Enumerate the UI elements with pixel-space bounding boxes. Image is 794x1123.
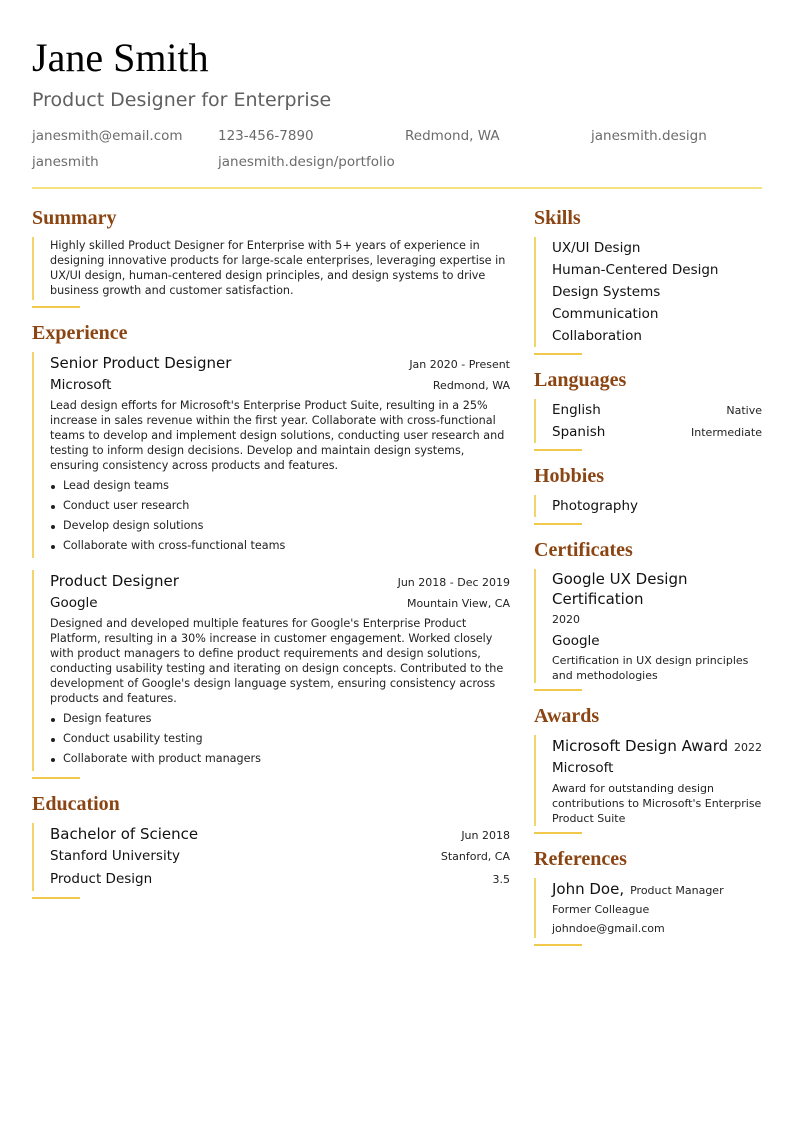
- header-divider: [32, 187, 762, 189]
- contact-username[interactable]: janesmith: [32, 154, 99, 170]
- hobbies-heading: Hobbies: [534, 465, 605, 487]
- job-company: Microsoft: [50, 377, 112, 393]
- main-column: [32, 205, 510, 911]
- language-item: [552, 421, 762, 443]
- references-heading: References: [534, 848, 627, 870]
- summary-heading: Summary: [32, 207, 117, 229]
- section-divider: [534, 832, 582, 834]
- job-bullets: [50, 476, 510, 556]
- section-divider: [534, 944, 582, 946]
- certificate-date: 2020: [552, 613, 580, 626]
- references-section: [534, 846, 762, 946]
- job-dates: Jan 2020 - Present: [409, 358, 510, 371]
- reference-email[interactable]: johndoe@gmail.com: [552, 922, 665, 935]
- summary-body: [32, 237, 510, 300]
- candidate-role: Product Designer for Enterprise: [32, 89, 332, 111]
- skill-item: Collaboration: [552, 328, 642, 344]
- skill-item: Human-Centered Design: [552, 262, 719, 278]
- award-issuer: Microsoft: [552, 760, 614, 776]
- section-divider: [534, 523, 582, 525]
- education-heading: Education: [32, 793, 120, 815]
- job-title: Senior Product Designer: [50, 354, 232, 372]
- hobbies-list: [534, 495, 762, 517]
- job-entry: [32, 570, 510, 771]
- job-bullet: Design features: [50, 709, 510, 729]
- education-date: Jun 2018: [461, 829, 510, 842]
- certificate-description: Certification in UX design principles and methodologies: [552, 654, 749, 682]
- job-bullets: [50, 709, 510, 769]
- section-divider: [534, 353, 582, 355]
- job-bullet: Develop design solutions: [50, 516, 510, 536]
- section-divider: [534, 689, 582, 691]
- education-section: [32, 791, 510, 899]
- language-level: Intermediate: [691, 426, 762, 439]
- reference-relation: Former Colleague: [552, 903, 650, 916]
- hobby-item: Photography: [552, 498, 639, 514]
- language-item: [552, 399, 762, 421]
- certificates-heading: Certificates: [534, 539, 633, 561]
- skills-list: [534, 237, 762, 347]
- gpa: 3.5: [492, 873, 510, 886]
- job-bullet: Collaborate with cross-functional teams: [50, 536, 510, 556]
- job-bullet: Conduct usability testing: [50, 729, 510, 749]
- section-divider: [32, 777, 80, 779]
- language-level: Native: [726, 404, 762, 417]
- job-description: Designed and developed multiple features for Google's Enterprise Product Platform, resulting in a 30% increase in customer engagement. Worked closely with product managers to define product requirements and design solutions, conducting usability testing and iterating on design concepts. Contributed to the development of Google's design language system, ensuring consistency across products and features.: [50, 617, 504, 705]
- summary-text: Highly skilled Product Designer for Enterprise with 5+ years of experience in designing innovative products for large-scale enterprises, leveraging expertise in UX/UI design, human-centered design principles, and design systems to drive business growth and customer satisfaction.: [50, 239, 506, 297]
- job-location: Mountain View, CA: [406, 597, 510, 610]
- job-bullet: Collaborate with product managers: [50, 749, 510, 769]
- experience-heading: Experience: [32, 322, 128, 344]
- education-body: [32, 823, 510, 891]
- reference-name: John Doe,: [552, 880, 625, 898]
- language-name: English: [552, 402, 601, 418]
- award-description: Award for outstanding design contributions to Microsoft's Enterprise Product Suite: [552, 782, 762, 825]
- job-bullet: Conduct user research: [50, 496, 510, 516]
- languages-list: [534, 399, 762, 443]
- school-location: Stanford, CA: [440, 850, 510, 863]
- section-divider: [32, 306, 80, 308]
- job-bullet: Lead design teams: [50, 476, 510, 496]
- language-name: Spanish: [552, 424, 606, 440]
- school: Stanford University: [50, 848, 180, 864]
- job-description: Lead design efforts for Microsoft's Enterprise Product Suite, resulting in a 25% increase in sales revenue within the first year. Collaborate with cross-functional teams to develop and implement design solutions, conducting user research and testing to inform design decisions. Develop and maintain design systems, ensuring consistency across products and features.: [50, 399, 505, 472]
- reference-position: Product Manager: [630, 884, 724, 897]
- skill-item: Design Systems: [552, 284, 661, 300]
- award-year: 2022: [734, 741, 762, 754]
- side-column: [534, 205, 762, 958]
- section-divider: [32, 897, 80, 899]
- job-company: Google: [50, 595, 98, 611]
- field-of-study: Product Design: [50, 871, 153, 887]
- reference-entry: [534, 878, 762, 938]
- contact-location: Redmond, WA: [405, 128, 500, 144]
- skills-section: [534, 205, 762, 355]
- award-entry: [534, 735, 762, 826]
- candidate-name: Jane Smith: [32, 35, 209, 80]
- summary-section: [32, 205, 510, 308]
- certificate-issuer: Google: [552, 633, 600, 649]
- job-title: Product Designer: [50, 572, 179, 590]
- languages-section: [534, 367, 762, 451]
- award-name: Microsoft Design Award: [552, 737, 729, 755]
- section-divider: [534, 449, 582, 451]
- certificate-name: Google UX Design Certification: [552, 570, 688, 608]
- job-location: Redmond, WA: [432, 379, 510, 392]
- certificates-section: [534, 537, 762, 691]
- languages-heading: Languages: [534, 369, 627, 391]
- skill-item: UX/UI Design: [552, 240, 641, 256]
- skills-heading: Skills: [534, 207, 581, 229]
- hobbies-section: [534, 463, 762, 525]
- awards-section: [534, 703, 762, 834]
- experience-section: [32, 320, 510, 779]
- degree: Bachelor of Science: [50, 825, 199, 843]
- skill-item: Communication: [552, 306, 659, 322]
- contact-website[interactable]: janesmith.design: [591, 128, 707, 144]
- contact-email[interactable]: janesmith@email.com: [32, 128, 183, 144]
- certificate-entry: [534, 569, 762, 683]
- job-dates: Jun 2018 - Dec 2019: [397, 576, 510, 589]
- contact-portfolio[interactable]: janesmith.design/portfolio: [218, 154, 395, 170]
- job-entry: [32, 352, 510, 558]
- awards-heading: Awards: [534, 705, 600, 727]
- contact-phone[interactable]: 123-456-7890: [218, 128, 314, 144]
